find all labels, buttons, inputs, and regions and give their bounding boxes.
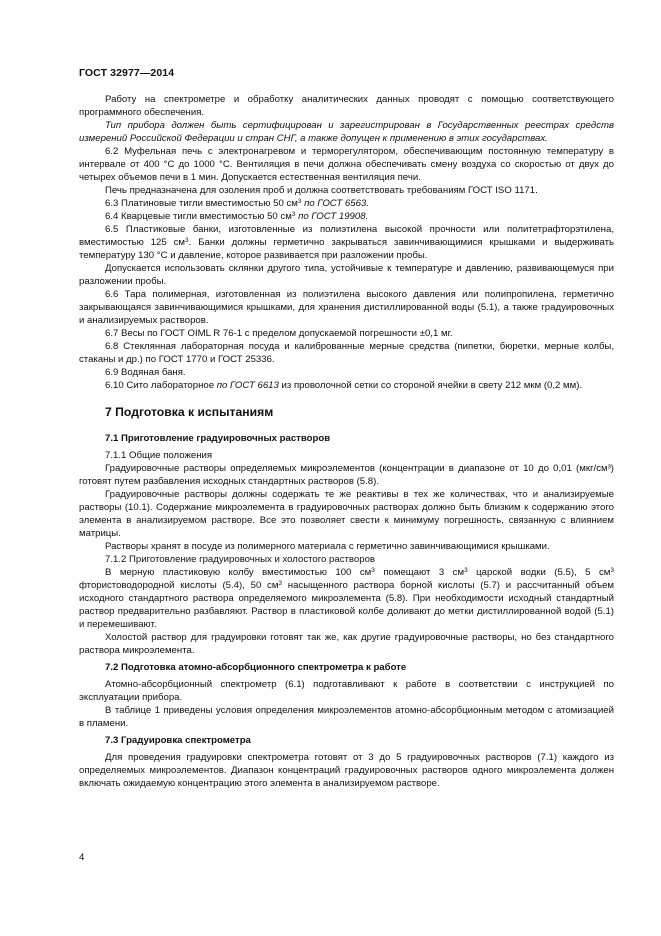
text-run: царской водки (5.5), 5 см xyxy=(467,567,611,578)
document-header: ГОСТ 32977—2014 xyxy=(79,67,175,79)
superscript: 3 xyxy=(610,567,614,574)
text-run: фтористоводородной кислоты (5.4), 50 см xyxy=(79,580,279,591)
paragraph: Для проведения градуировки спектрометра готовят от 3 до 5 градуировочных растворов (7.1) каждого из определяемых микроэлементов. Диапазон концентраций градуировочных растворов одного микроэлемента должен включать ожидаемую концентрацию этого элемента в анализируемом растворе. xyxy=(79,752,614,789)
paragraph: Атомно-абсорбционный спектрометр (6.1) подготавливают к работе в соответствии с инструкцией по эксплуатации прибора. xyxy=(79,679,614,703)
paragraph: Работу на спектрометре и обработку аналитических данных проводят с помощью соответствующего программного обеспечения. xyxy=(79,94,614,118)
paragraph: В таблице 1 приведены условия определения микроэлементов атомно-абсорбционным методом с атомизацией в пламени. xyxy=(79,705,614,729)
document-body xyxy=(79,93,614,790)
paragraph: Холостой раствор для градуировки готовят так же, как другие градуировочные растворы, но без стандартного раствора микроэлемента. xyxy=(79,632,614,656)
paragraph: 7.1.1 Общие положения xyxy=(105,450,213,461)
paragraph xyxy=(79,210,614,223)
text-run: насыщенного раствора борной кислоты (5.7) и рассчитанный объем исходного стандартного раствора определяемого микроэлемента (5.8). При необходимости исходный стандартный раствор предварительно разбавляют. Раствор в пластиковой колбе доливают до метки дистиллированной водой (5.1) и перемешивают. xyxy=(79,580,614,630)
reference-italic: по ГОСТ 6613 xyxy=(216,380,279,391)
paragraph xyxy=(79,566,614,631)
text-run: . Банки должны герметично закрываться завинчивающимися крышками и выдерживать температуру 130 °С и давление, которое развивается при разложении пробы. xyxy=(79,237,614,261)
text-run: 6.10 Сито лабораторное xyxy=(105,380,217,391)
subsection-title: 7.1 Приготовление градуировочных растворов xyxy=(105,433,331,444)
text-run: помещают 3 см xyxy=(374,567,465,578)
paragraph xyxy=(79,379,614,392)
text-run: 6.5 Пластиковые банки, изготовленные из полиэтилена высокой прочности или политетрафторэтилена, вместимостью 125 см xyxy=(79,224,614,248)
paragraph: Печь предназначена для озоления проб и должна соответствовать требованиям ГОСТ ISO 1171. xyxy=(105,185,538,196)
superscript: 3 xyxy=(185,237,189,244)
reference-italic: по ГОСТ 6563. xyxy=(301,198,369,209)
superscript: 3 xyxy=(371,567,375,574)
text-run: 6.4 Кварцевые тигли вместимостью 50 см xyxy=(105,211,292,222)
subsection-title: 7.2 Подготовка атомно-абсорбционного спектрометра к работе xyxy=(105,662,407,673)
paragraph xyxy=(79,223,614,262)
superscript: 3 xyxy=(464,567,468,574)
paragraph: Растворы хранят в посуде из полимерного материала с герметично завинчивающимися крышками. xyxy=(105,541,550,552)
superscript: 3 xyxy=(278,580,283,587)
paragraph: Градуировочные растворы определяемых микроэлементов (концентрации в диапазоне от 10 до 0,01 (мкг/см³) готовят путем разбавления исходных стандартных растворов (5.8). xyxy=(79,463,614,487)
reference-italic: по ГОСТ 19908. xyxy=(295,211,369,222)
paragraph: 6.9 Водяная баня. xyxy=(105,367,186,378)
paragraph: 6.2 Муфельная печь с электронагревом и терморегулятором, обеспечивающим постоянную температуру в интервале от 400 °С до 1000 °С. Вентиляция в печи должна обеспечивать смену воздуха со скоростью от двух до четырех объемов печи в 1 мин. Допускается естественная вентиляция печи. xyxy=(79,146,614,183)
paragraph: 6.7 Весы по ГОСТ OIML R 76-1 с пределом допускаемой погрешности ±0,1 мг. xyxy=(105,328,453,339)
page-number: 4 xyxy=(79,852,85,863)
subsection-title: 7.3 Градуировка спектрометра xyxy=(105,735,251,746)
text-run: из проволочной сетки со стороной ячейки в свету 212 мкм (0,2 мм). xyxy=(278,380,583,391)
text-run: В мерную пластиковую колбу вместимостью 100 см xyxy=(105,567,372,578)
paragraph-italic: Тип прибора должен быть сертифицирован и зарегистрирован в Государственных реестрах средств измерений Российской Федерации и стран СНГ, а также допущен к применению в этих государствах. xyxy=(79,120,614,144)
paragraph: Градуировочные растворы должны содержать те же реактивы в тех же количествах, что и анализируемые растворы (10.1). Содержание микроэлемента в градуировочных растворах должно быть близким к содержанию этого элемента в анализируемом растворе. Все это позволяет свести к минимуму погрешность, связанную с влиянием матрицы. xyxy=(79,489,614,539)
superscript: 3 xyxy=(297,198,302,205)
paragraph: Допускается использовать склянки другого типа, устойчивые к температуре и давлению, развивающемуся при разложении пробы. xyxy=(79,263,614,287)
paragraph: 7.1.2 Приготовление градуировочных и холостого растворов xyxy=(105,554,376,565)
paragraph: 6.6 Тара полимерная, изготовленная из полиэтилена высокого давления или полипропилена, герметично закрывающаяся завинчивающимися крышками, для хранения дистиллированной воды (5.1), а также градуировочных и анализируемых растворов. xyxy=(79,289,614,326)
paragraph: 6.8 Стеклянная лабораторная посуда и калиброванные мерные средства (пипетки, бюретки, мерные колбы, стаканы и др.) по ГОСТ 1770 и ГОСТ 25336. xyxy=(79,341,614,365)
paragraph xyxy=(79,197,614,210)
section-title: 7 Подготовка к испытаниям xyxy=(105,405,274,419)
superscript: 3 xyxy=(291,211,296,218)
text-run: 6.3 Платиновые тигли вместимостью 50 см xyxy=(105,198,298,209)
